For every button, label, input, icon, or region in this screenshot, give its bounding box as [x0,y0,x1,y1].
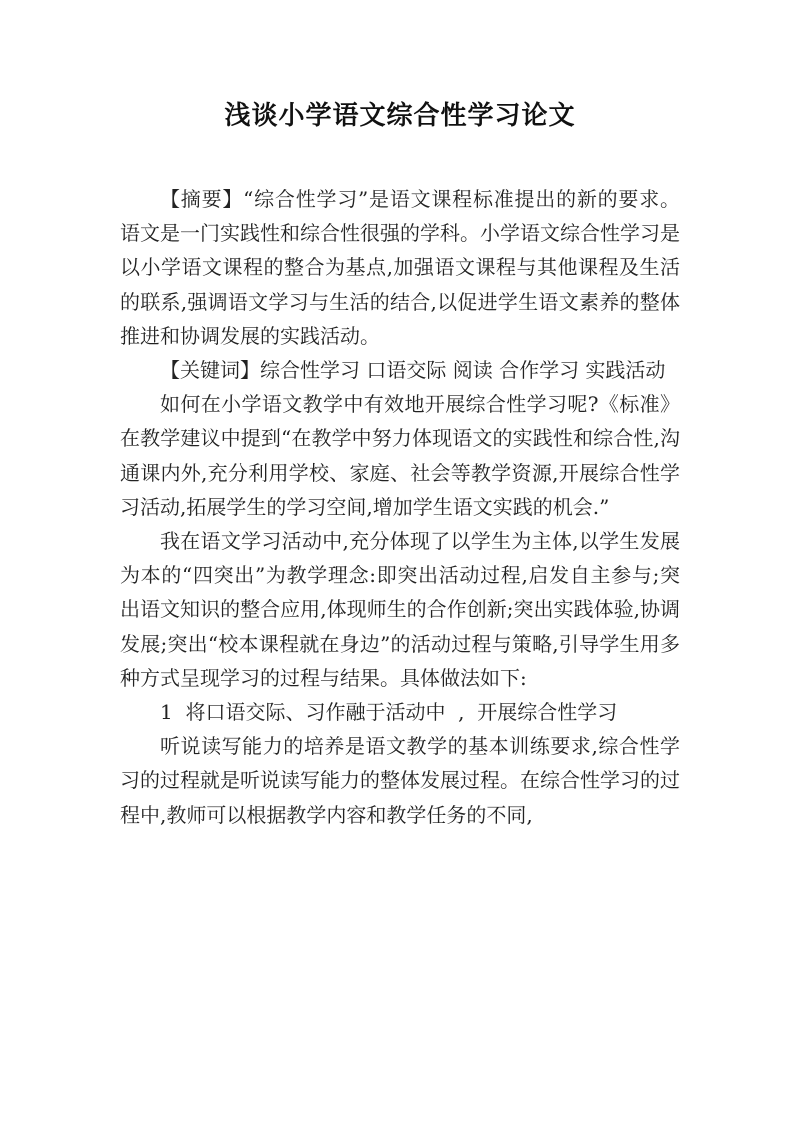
document-body [120,182,680,832]
keywords-paragraph: 【关键词】综合性学习 口语交际 阅读 合作学习 实践活动 [160,358,666,383]
document-title: 浅谈小学语文综合性学习论文 [224,101,576,131]
section-heading: 1 将口语交际、习作融于活动中 , 开展综合性学习 [160,700,618,725]
body-paragraph: 听说读写能力的培养是语文教学的基本训练要求,综合性学习的过程就是听说读写能力的整体发展过程。在综合性学习的过程中,教师可以根据教学内容和教学任务的不同, [120,734,680,827]
abstract-paragraph: 【摘要】“综合性学习”是语文课程标准提出的新的要求。语文是一门实践性和综合性很强的学科。小学语文综合性学习是以小学语文课程的整合为基点,加强语文课程与其他课程及生活的联系,强调语文学习与生活的结合,以促进学生语文素养的整体推进和协调发展的实践活动。 [120,187,680,348]
body-paragraph: 我在语文学习活动中,充分体现了以学生为主体,以学生发展为本的“四突出”为教学理念:即突出活动过程,启发自主参与;突出语文知识的整合应用,体现师生的合作创新;突出实践体验,协调发展;突出“校本课程就在身边”的活动过程与策略,引导学生用多种方式呈现学习的过程与结果。具体做法如下: [120,529,680,690]
body-paragraph: 如何在小学语文教学中有效地开展综合性学习呢?《标准》在教学建议中提到“在教学中努力体现语文的实践性和综合性,沟通课内外,充分利用学校、家庭、社会等教学资源,开展综合性学习活动,拓展学生的学习空间,增加学生语文实践的机会.” [120,392,680,519]
